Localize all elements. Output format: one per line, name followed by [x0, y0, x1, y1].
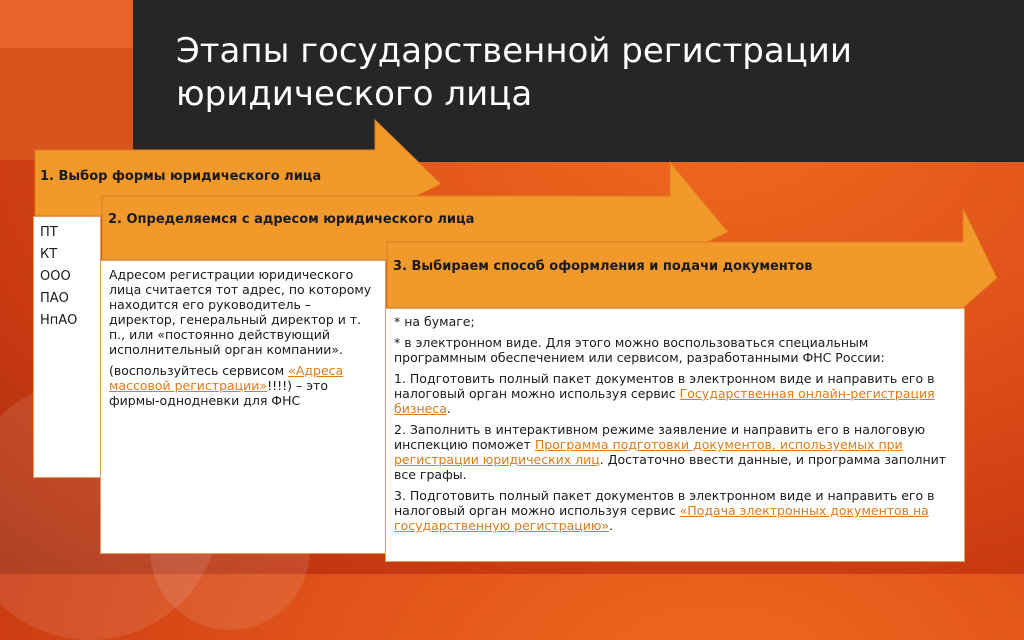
electronic-submission-link[interactable]: «Подача электронных документов на государственную регистрацию» [394, 503, 929, 533]
page-title [176, 30, 956, 116]
step-label-1: 1. Выбор формы юридического лица [40, 169, 322, 184]
address-note [109, 363, 377, 408]
online-registration-link[interactable]: Государственная онлайн-регистрация бизнеса [394, 386, 935, 416]
method-item-2-text: 2. Заполнить в интерактивном режиме заявление и направить его в налоговую инспекцию поможет [394, 422, 925, 452]
address-box [100, 260, 386, 554]
left-accent-block-top [0, 0, 133, 48]
method-item-1-end: . [446, 401, 451, 416]
submission-methods-box [385, 308, 965, 562]
document-preparation-program-link[interactable]: Программа подготовки документов, используемых при регистрации юридических лиц [394, 437, 903, 467]
method-item-2-end: . Достаточно ввести данные, и программа заполнит все графы. [394, 452, 947, 482]
method-item-3 [394, 488, 956, 533]
legal-form-item: ООО [40, 269, 71, 284]
step-arrow-3 [385, 206, 1001, 310]
legal-forms-box [33, 216, 101, 478]
page-title-line2: юридического лица [176, 74, 533, 114]
method-item-1-text: 1. Подготовить полный пакет документов в электронном виде и направить его в налоговый орган можно используя сервис [394, 371, 935, 401]
step-label-2: 2. Определяемся с адресом юридического лица [108, 212, 475, 227]
legal-form-item: КТ [40, 247, 58, 262]
method-item-2 [394, 422, 956, 482]
method-paper: * на бумаге; [394, 314, 475, 329]
address-note-suffix: !!!!) – это фирмы-однодневки для ФНС [109, 378, 328, 408]
legal-form-item: НпАО [40, 313, 78, 328]
legal-form-item: ПАО [40, 291, 69, 306]
method-item-3-end: . [609, 518, 614, 533]
address-text: Адресом регистрации юридического лица считается тот адрес, по которому находится его руководитель – директор, генеральный директор и т. п., или «постоянно действующий исполнительный орган компании». [109, 267, 372, 357]
method-item-1 [394, 371, 956, 416]
method-item-3-text: 3. Подготовить полный пакет документов в электронном виде и направить его в налоговый орган можно используя сервис [394, 488, 935, 518]
legal-form-item: ПТ [40, 225, 58, 240]
method-electronic: * в электронном виде. Для этого можно воспользоваться специальным программным обеспечением или сервисом, разработанными ФНС России: [394, 335, 885, 365]
mass-registration-link[interactable]: «Адреса массовой регистрации» [109, 363, 344, 393]
address-note-prefix: (воспользуйтесь сервисом [109, 363, 289, 378]
page-title-line1: Этапы государственной регистрации [176, 31, 852, 71]
step-label-3: 3. Выбираем способ оформления и подачи документов [393, 259, 813, 274]
